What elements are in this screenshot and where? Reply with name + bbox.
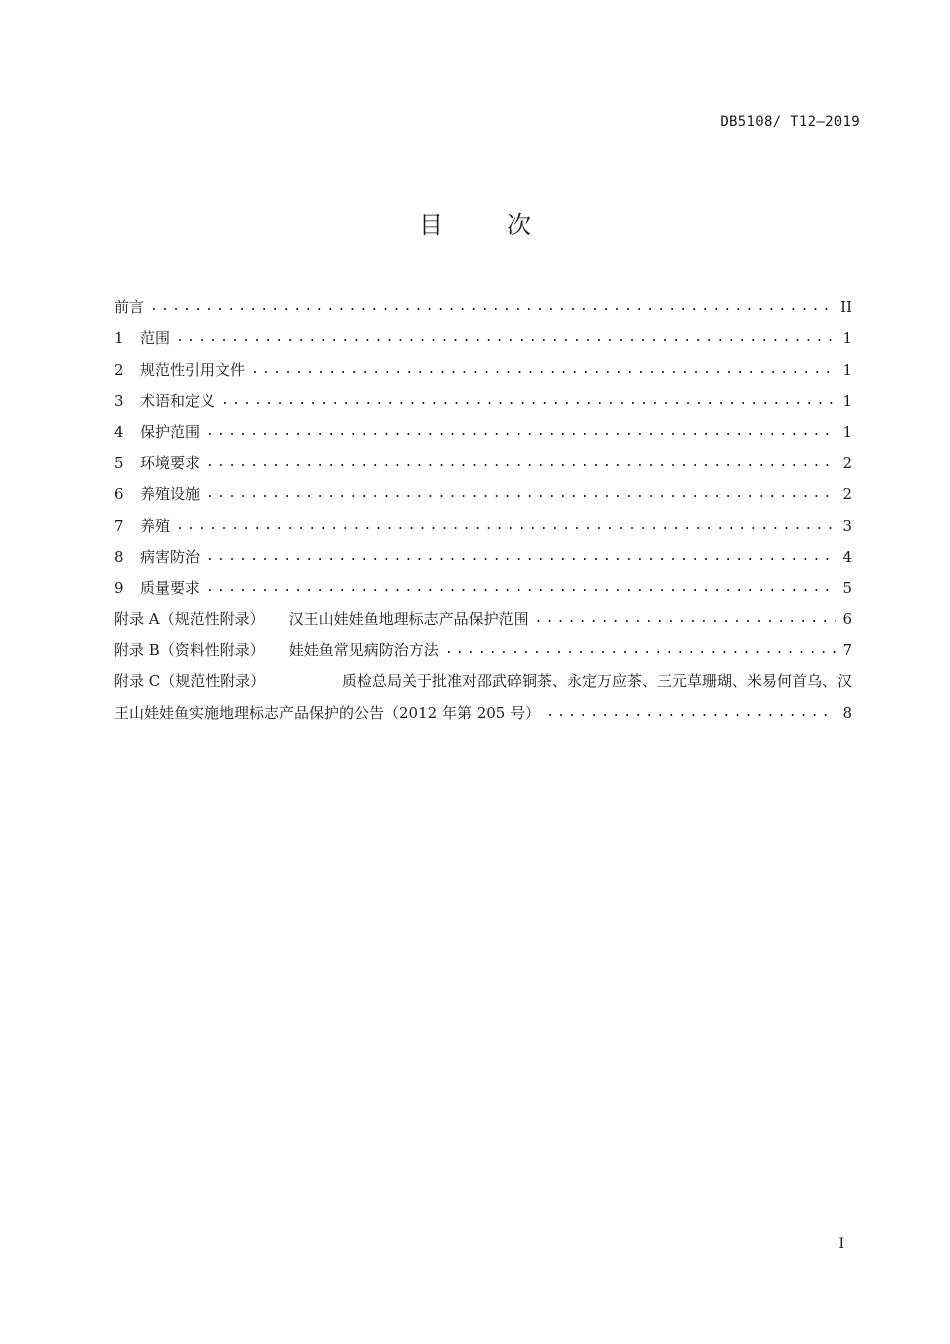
toc-entry-label: 质检总局关于批准对邵武碎铜茶、永定万应茶、三元草珊瑚、米易何首乌、汉 <box>341 672 852 691</box>
toc-entry-appendix-c[interactable] <box>114 661 852 723</box>
toc-entry-number: 9 <box>114 578 124 597</box>
toc-entry-page: 1 <box>842 391 852 410</box>
toc-entry-3[interactable] <box>114 381 852 412</box>
toc-entry-page: 6 <box>842 610 852 629</box>
toc-entry-label: 保护范围 <box>140 422 201 441</box>
toc-leader-dots <box>206 421 836 443</box>
toc-entry-label: 养殖设施 <box>140 485 201 504</box>
toc-leader-dots <box>251 359 836 381</box>
toc-entry-label: 娃娃鱼常见病防治方法 <box>288 641 439 660</box>
table-of-contents <box>114 287 852 724</box>
toc-entry-page: II <box>840 298 852 317</box>
toc-entry-page: 1 <box>842 329 852 348</box>
toc-entry-2[interactable] <box>114 349 852 380</box>
toc-leader-dots <box>150 296 834 318</box>
page-number: I <box>838 1236 844 1252</box>
toc-leader-dots <box>176 515 836 537</box>
toc-entry-5[interactable] <box>114 443 852 474</box>
toc-entry-page: 5 <box>842 578 852 597</box>
toc-leader-dots <box>445 639 836 661</box>
toc-entry-number: 5 <box>114 454 124 473</box>
toc-entry-label: 病害防治 <box>140 547 201 566</box>
toc-leader-dots <box>221 390 836 412</box>
toc-entry-number: 8 <box>114 547 124 566</box>
toc-entry-label: 质量要求 <box>140 578 201 597</box>
toc-entry-9[interactable] <box>114 568 852 599</box>
toc-entry-page: 1 <box>842 422 852 441</box>
toc-entry-appendix-a[interactable] <box>114 599 852 630</box>
toc-entry-label: 汉王山娃娃鱼地理标志产品保护范围 <box>288 610 529 629</box>
toc-entry-page: 2 <box>842 454 852 473</box>
toc-appendix-prefix: 附录 B（资料性附录） <box>114 641 265 660</box>
toc-entry-number: 1 <box>114 329 124 348</box>
toc-entry-foreword[interactable] <box>114 287 852 318</box>
toc-leader-dots <box>206 452 836 474</box>
page-title: 目 次 <box>419 211 551 239</box>
toc-entry-7[interactable] <box>114 505 852 536</box>
toc-entry-page: 2 <box>842 485 852 504</box>
toc-entry-number: 3 <box>114 391 124 410</box>
toc-appendix-prefix: 附录 C（规范性附录） <box>114 672 266 691</box>
toc-entry-4[interactable] <box>114 412 852 443</box>
toc-entry-number: 7 <box>114 516 124 535</box>
toc-leader-dots <box>176 327 836 349</box>
toc-entry-number: 2 <box>114 360 124 379</box>
toc-leader-dots <box>546 702 836 724</box>
toc-leader-dots <box>535 608 836 630</box>
toc-entry-label: 范围 <box>140 329 171 348</box>
document-code: DB5108/ T12—2019 <box>720 114 860 130</box>
toc-entry-page: 1 <box>842 360 852 379</box>
toc-entry-page: 4 <box>842 547 852 566</box>
toc-entry-6[interactable] <box>114 474 852 505</box>
toc-entry-number: 6 <box>114 485 124 504</box>
toc-entry-label-continued: 王山娃娃鱼实施地理标志产品保护的公告（2012 年第 205 号） <box>114 703 541 722</box>
toc-entry-line <box>114 692 852 723</box>
toc-entry-number: 4 <box>114 422 124 441</box>
toc-entry-page: 3 <box>842 516 852 535</box>
toc-leader-dots <box>206 483 836 505</box>
toc-entry-appendix-b[interactable] <box>114 630 852 661</box>
toc-entry-label: 前言 <box>114 298 145 317</box>
toc-entry-label: 养殖 <box>140 516 171 535</box>
toc-leader-dots <box>206 546 836 568</box>
toc-appendix-prefix: 附录 A（规范性附录） <box>114 610 265 629</box>
toc-entry-line <box>114 661 852 692</box>
toc-entry-page: 7 <box>842 641 852 660</box>
toc-leader-dots <box>206 577 836 599</box>
toc-entry-page: 8 <box>842 703 852 722</box>
toc-entry-1[interactable] <box>114 318 852 349</box>
toc-entry-label: 术语和定义 <box>140 391 216 410</box>
toc-entry-label: 环境要求 <box>140 454 201 473</box>
toc-entry-8[interactable] <box>114 537 852 568</box>
toc-entry-label: 规范性引用文件 <box>140 360 246 379</box>
